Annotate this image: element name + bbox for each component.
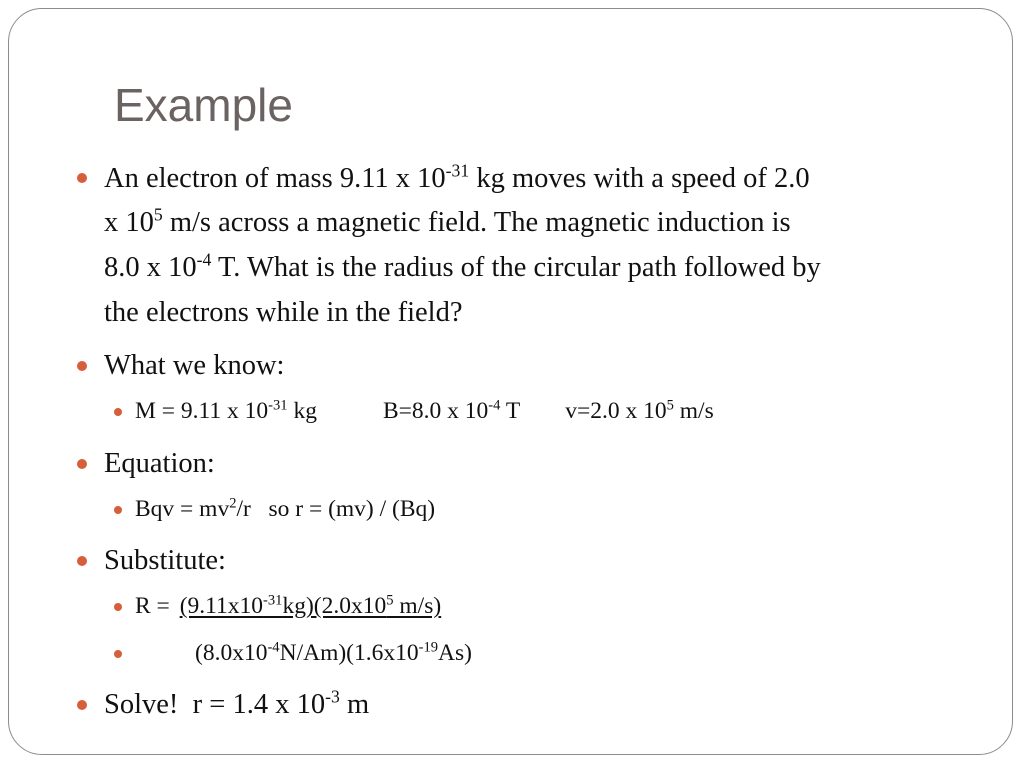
substitute-numerator	[135, 593, 441, 620]
text-segment: v=2.0 x 10	[565, 398, 667, 424]
problem-line-4	[104, 297, 463, 329]
text-segment: M = 9.11 x 10	[135, 398, 269, 424]
known-heading: What we know:	[104, 350, 285, 381]
text-segment: 8.0 x 10	[104, 252, 197, 283]
bullet-dot	[77, 556, 87, 566]
exponent: -4	[196, 249, 212, 270]
text-segment: Solve! r = 1.4 x 10	[104, 689, 326, 720]
equation-formula	[135, 496, 435, 523]
text-segment: kg moves with a speed of 2.0	[469, 163, 810, 194]
substitute-denominator	[195, 640, 472, 667]
problem-line-1	[104, 160, 810, 195]
exponent: 5	[666, 397, 674, 414]
slide-title: Example	[114, 79, 293, 131]
equation-heading: Equation:	[104, 448, 215, 479]
text-segment: (8.0x10	[195, 640, 268, 666]
text-segment: kg	[287, 398, 317, 424]
exponent: -4	[488, 397, 501, 414]
bullet-dot	[114, 603, 122, 611]
bullet-dot	[114, 408, 122, 416]
exponent: -31	[263, 592, 283, 609]
text-segment: R =	[135, 593, 176, 619]
text-segment: T	[500, 398, 521, 424]
numerator-underlined	[180, 593, 441, 619]
text-segment: /r so r = (mv) / (Bq)	[236, 496, 436, 522]
exponent: -3	[325, 686, 340, 707]
bullet-dot	[77, 459, 87, 469]
exponent: 5	[386, 592, 394, 609]
text-segment: Bqv = mv	[135, 496, 230, 522]
exponent: -31	[268, 397, 288, 414]
text-segment: B=8.0 x 10	[382, 398, 489, 424]
bullet-dot	[77, 700, 87, 710]
exponent: 5	[153, 204, 163, 225]
known-values	[135, 398, 714, 425]
text-segment: kg)(2.0x10	[282, 593, 387, 619]
text-segment: m	[339, 689, 370, 720]
exponent: -19	[418, 639, 439, 656]
exponent: -31	[445, 160, 470, 181]
bullet-dot	[77, 361, 87, 371]
solve-line	[104, 686, 370, 721]
known-field	[383, 398, 520, 424]
text-segment: m/s across a magnetic field. The magnetic induction is	[162, 207, 791, 238]
text-segment: An electron of mass 9.11 x 10	[104, 163, 446, 194]
bullet-dot	[114, 506, 122, 514]
problem-line-3	[104, 249, 821, 284]
text-segment: x 10	[104, 207, 154, 238]
text-segment: m/s)	[393, 593, 442, 619]
problem-line-2	[104, 204, 791, 239]
text-segment: N/Am)(1.6x10	[279, 640, 419, 666]
text-segment: (9.11x10	[179, 593, 264, 619]
bullet-dot	[114, 650, 122, 658]
known-velocity	[565, 398, 714, 424]
text-segment: the electrons while in the field?	[104, 297, 463, 328]
known-mass	[135, 398, 317, 424]
text-segment: T. What is the radius of the circular path followed by	[211, 252, 821, 283]
exponent: -4	[267, 639, 280, 656]
exponent: 2	[229, 495, 237, 512]
text-segment: As)	[438, 640, 472, 666]
bullet-dot	[77, 173, 87, 183]
substitute-heading: Substitute:	[104, 545, 226, 576]
text-segment: m/s	[673, 398, 714, 424]
